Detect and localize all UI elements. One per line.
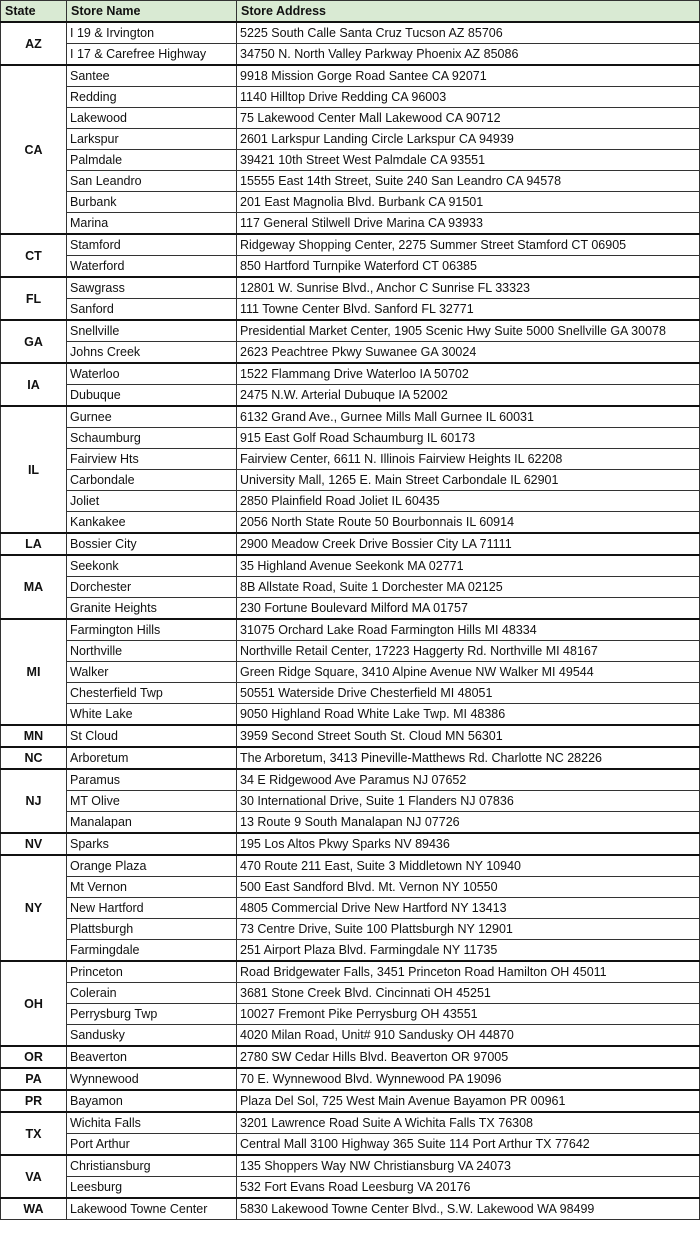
store-address-cell: 30 International Drive, Suite 1 Flanders NJ 07836	[237, 791, 700, 812]
store-name-cell: Gurnee	[67, 406, 237, 428]
store-name-cell: Kankakee	[67, 512, 237, 534]
table-row	[1, 1134, 700, 1156]
store-name-cell: Wichita Falls	[67, 1112, 237, 1134]
state-cell: WA	[1, 1198, 67, 1220]
store-name-cell: Manalapan	[67, 812, 237, 834]
state-column-header: State	[1, 1, 67, 23]
table-row	[1, 171, 700, 192]
store-address-cell: 4020 Milan Road, Unit# 910 Sandusky OH 44870	[237, 1025, 700, 1047]
state-cell: NY	[1, 855, 67, 961]
store-name-cell: Farmington Hills	[67, 619, 237, 641]
state-cell: TX	[1, 1112, 67, 1155]
table-row	[1, 747, 700, 769]
store-address-cell: Northville Retail Center, 17223 Haggerty Rd. Northville MI 48167	[237, 641, 700, 662]
table-row	[1, 791, 700, 812]
store-address-cell: 2475 N.W. Arterial Dubuque IA 52002	[237, 385, 700, 407]
table-row	[1, 213, 700, 235]
store-address-cell: 915 East Golf Road Schaumburg IL 60173	[237, 428, 700, 449]
store-address-cell: 3959 Second Street South St. Cloud MN 56301	[237, 725, 700, 747]
store-name-cell: Paramus	[67, 769, 237, 791]
table-row	[1, 108, 700, 129]
store-name-cell: Granite Heights	[67, 598, 237, 620]
table-row	[1, 44, 700, 66]
store-name-cell: Chesterfield Twp	[67, 683, 237, 704]
table-row	[1, 1177, 700, 1199]
store-address-cell: 2900 Meadow Creek Drive Bossier City LA 71111	[237, 533, 700, 555]
store-name-cell: Sparks	[67, 833, 237, 855]
table-row	[1, 855, 700, 877]
store-address-cell: 2623 Peachtree Pkwy Suwanee GA 30024	[237, 342, 700, 364]
store-address-cell: Central Mall 3100 Highway 365 Suite 114 Port Arthur TX 77642	[237, 1134, 700, 1156]
table-row	[1, 1090, 700, 1112]
store-address-cell: 5830 Lakewood Towne Center Blvd., S.W. Lakewood WA 98499	[237, 1198, 700, 1220]
store-address-cell: Fairview Center, 6611 N. Illinois Fairview Heights IL 62208	[237, 449, 700, 470]
store-address-cell: 35 Highland Avenue Seekonk MA 02771	[237, 555, 700, 577]
store-name-cell: Bayamon	[67, 1090, 237, 1112]
table-row	[1, 385, 700, 407]
table-row	[1, 406, 700, 428]
store-address-cell: 111 Towne Center Blvd. Sanford FL 32771	[237, 299, 700, 321]
store-name-cell: Santee	[67, 65, 237, 87]
state-cell: CA	[1, 65, 67, 234]
store-address-cell: 532 Fort Evans Road Leesburg VA 20176	[237, 1177, 700, 1199]
table-row	[1, 299, 700, 321]
store-address-cell: The Arboretum, 3413 Pineville-Matthews Rd. Charlotte NC 28226	[237, 747, 700, 769]
table-row	[1, 22, 700, 44]
store-name-cell: New Hartford	[67, 898, 237, 919]
table-row	[1, 1198, 700, 1220]
state-cell: MI	[1, 619, 67, 725]
table-row	[1, 1112, 700, 1134]
state-cell: VA	[1, 1155, 67, 1198]
table-row	[1, 1155, 700, 1177]
store-address-cell: 195 Los Altos Pkwy Sparks NV 89436	[237, 833, 700, 855]
store-address-cell: 230 Fortune Boulevard Milford MA 01757	[237, 598, 700, 620]
store-name-cell: Leesburg	[67, 1177, 237, 1199]
store-address-cell: 2780 SW Cedar Hills Blvd. Beaverton OR 97005	[237, 1046, 700, 1068]
table-row	[1, 983, 700, 1004]
store-address-cell: 470 Route 211 East, Suite 3 Middletown NY 10940	[237, 855, 700, 877]
store-name-cell: Sanford	[67, 299, 237, 321]
store-name-cell: Dorchester	[67, 577, 237, 598]
store-address-cell: 73 Centre Drive, Suite 100 Plattsburgh NY 12901	[237, 919, 700, 940]
table-row	[1, 877, 700, 898]
table-row	[1, 320, 700, 342]
store-name-cell: White Lake	[67, 704, 237, 726]
table-row	[1, 342, 700, 364]
store-address-cell: University Mall, 1265 E. Main Street Carbondale IL 62901	[237, 470, 700, 491]
store-name-cell: Seekonk	[67, 555, 237, 577]
store-name-cell: Wynnewood	[67, 1068, 237, 1090]
store-address-cell: 50551 Waterside Drive Chesterfield MI 48051	[237, 683, 700, 704]
state-cell: LA	[1, 533, 67, 555]
table-row	[1, 1068, 700, 1090]
store-name-cell: Waterford	[67, 256, 237, 278]
store-address-cell: 2601 Larkspur Landing Circle Larkspur CA 94939	[237, 129, 700, 150]
table-row	[1, 449, 700, 470]
store-address-cell: 10027 Fremont Pike Perrysburg OH 43551	[237, 1004, 700, 1025]
table-row	[1, 65, 700, 87]
store-name-cell: Larkspur	[67, 129, 237, 150]
table-row	[1, 619, 700, 641]
store-name-cell: Christiansburg	[67, 1155, 237, 1177]
state-cell: MN	[1, 725, 67, 747]
store-name-cell: Lakewood Towne Center	[67, 1198, 237, 1220]
store-address-cell: 117 General Stilwell Drive Marina CA 93933	[237, 213, 700, 235]
table-row	[1, 234, 700, 256]
store-address-cell: 8B Allstate Road, Suite 1 Dorchester MA 02125	[237, 577, 700, 598]
table-row	[1, 704, 700, 726]
table-header	[1, 1, 700, 23]
table-row	[1, 833, 700, 855]
store-name-cell: Arboretum	[67, 747, 237, 769]
store-name-cell: Schaumburg	[67, 428, 237, 449]
store-name-cell: Johns Creek	[67, 342, 237, 364]
table-row	[1, 769, 700, 791]
store-address-cell: Green Ridge Square, 3410 Alpine Avenue NW Walker MI 49544	[237, 662, 700, 683]
table-body	[1, 22, 700, 1220]
state-cell: IL	[1, 406, 67, 533]
table-row	[1, 1046, 700, 1068]
store-name-cell: Palmdale	[67, 150, 237, 171]
table-row	[1, 1004, 700, 1025]
table-row	[1, 940, 700, 962]
store-name-cell: Dubuque	[67, 385, 237, 407]
store-name-cell: Northville	[67, 641, 237, 662]
store-address-cell: 201 East Magnolia Blvd. Burbank CA 91501	[237, 192, 700, 213]
store-name-cell: Bossier City	[67, 533, 237, 555]
table-row	[1, 961, 700, 983]
store-address-cell: 15555 East 14th Street, Suite 240 San Leandro CA 94578	[237, 171, 700, 192]
state-cell: PR	[1, 1090, 67, 1112]
store-name-cell: Redding	[67, 87, 237, 108]
store-name-cell: Perrysburg Twp	[67, 1004, 237, 1025]
table-row	[1, 277, 700, 299]
store-address-cell: 1522 Flammang Drive Waterloo IA 50702	[237, 363, 700, 385]
state-cell: NC	[1, 747, 67, 769]
table-row	[1, 641, 700, 662]
table-row	[1, 87, 700, 108]
table-row	[1, 491, 700, 512]
table-row	[1, 555, 700, 577]
table-row	[1, 919, 700, 940]
store-name-cell: Snellville	[67, 320, 237, 342]
store-name-cell: Plattsburgh	[67, 919, 237, 940]
store-address-cell: 34750 N. North Valley Parkway Phoenix AZ 85086	[237, 44, 700, 66]
store-name-cell: I 17 & Carefree Highway	[67, 44, 237, 66]
store-name-cell: Colerain	[67, 983, 237, 1004]
table-row	[1, 577, 700, 598]
store-address-cell: 1140 Hilltop Drive Redding CA 96003	[237, 87, 700, 108]
store-address-cell: Presidential Market Center, 1905 Scenic Hwy Suite 5000 Snellville GA 30078	[237, 320, 700, 342]
store-name-cell: St Cloud	[67, 725, 237, 747]
state-cell: IA	[1, 363, 67, 406]
table-row	[1, 662, 700, 683]
store-name-cell: Marina	[67, 213, 237, 235]
state-cell: OH	[1, 961, 67, 1046]
store-address-cell: 850 Hartford Turnpike Waterford CT 06385	[237, 256, 700, 278]
store-address-cell: 4805 Commercial Drive New Hartford NY 13413	[237, 898, 700, 919]
store-address-cell: 500 East Sandford Blvd. Mt. Vernon NY 10550	[237, 877, 700, 898]
store-name-cell: Carbondale	[67, 470, 237, 491]
store-name-cell: San Leandro	[67, 171, 237, 192]
header-row	[1, 1, 700, 23]
state-cell: FL	[1, 277, 67, 320]
store-name-cell: MT Olive	[67, 791, 237, 812]
state-cell: AZ	[1, 22, 67, 65]
table-row	[1, 812, 700, 834]
table-row	[1, 129, 700, 150]
store-address-cell: 34 E Ridgewood Ave Paramus NJ 07652	[237, 769, 700, 791]
table-row	[1, 533, 700, 555]
store-name-cell: Mt Vernon	[67, 877, 237, 898]
store-name-cell: I 19 & Irvington	[67, 22, 237, 44]
store-address-cell: 6132 Grand Ave., Gurnee Mills Mall Gurnee IL 60031	[237, 406, 700, 428]
store-name-cell: Beaverton	[67, 1046, 237, 1068]
store-name-cell: Orange Plaza	[67, 855, 237, 877]
table-row	[1, 428, 700, 449]
store-name-cell: Burbank	[67, 192, 237, 213]
store-name-cell: Walker	[67, 662, 237, 683]
store-address-cell: 70 E. Wynnewood Blvd. Wynnewood PA 19096	[237, 1068, 700, 1090]
store-address-cell: Road Bridgewater Falls, 3451 Princeton Road Hamilton OH 45011	[237, 961, 700, 983]
store-address-cell: 5225 South Calle Santa Cruz Tucson AZ 85706	[237, 22, 700, 44]
store-name-cell: Farmingdale	[67, 940, 237, 962]
state-cell: MA	[1, 555, 67, 619]
store-name-cell: Stamford	[67, 234, 237, 256]
table-row	[1, 725, 700, 747]
table-row	[1, 150, 700, 171]
table-row	[1, 683, 700, 704]
table-row	[1, 898, 700, 919]
store-address-column-header: Store Address	[237, 1, 700, 23]
state-cell: NJ	[1, 769, 67, 833]
state-cell: GA	[1, 320, 67, 363]
store-address-cell: 12801 W. Sunrise Blvd., Anchor C Sunrise FL 33323	[237, 277, 700, 299]
state-cell: OR	[1, 1046, 67, 1068]
store-name-cell: Waterloo	[67, 363, 237, 385]
store-name-cell: Sandusky	[67, 1025, 237, 1047]
store-name-cell: Princeton	[67, 961, 237, 983]
store-name-cell: Joliet	[67, 491, 237, 512]
store-address-cell: 3681 Stone Creek Blvd. Cincinnati OH 45251	[237, 983, 700, 1004]
store-name-cell: Lakewood	[67, 108, 237, 129]
store-address-cell: 2056 North State Route 50 Bourbonnais IL 60914	[237, 512, 700, 534]
store-address-cell: 3201 Lawrence Road Suite A Wichita Falls TX 76308	[237, 1112, 700, 1134]
store-address-cell: Ridgeway Shopping Center, 2275 Summer Street Stamford CT 06905	[237, 234, 700, 256]
store-address-cell: 251 Airport Plaza Blvd. Farmingdale NY 11735	[237, 940, 700, 962]
table-row	[1, 192, 700, 213]
store-address-cell: 13 Route 9 South Manalapan NJ 07726	[237, 812, 700, 834]
store-name-column-header: Store Name	[67, 1, 237, 23]
store-name-cell: Port Arthur	[67, 1134, 237, 1156]
state-cell: PA	[1, 1068, 67, 1090]
store-address-cell: 135 Shoppers Way NW Christiansburg VA 24073	[237, 1155, 700, 1177]
table-row	[1, 363, 700, 385]
store-name-cell: Fairview Hts	[67, 449, 237, 470]
table-row	[1, 598, 700, 620]
table-row	[1, 512, 700, 534]
store-name-cell: Sawgrass	[67, 277, 237, 299]
table-row	[1, 256, 700, 278]
store-address-cell: 2850 Plainfield Road Joliet IL 60435	[237, 491, 700, 512]
table-row	[1, 1025, 700, 1047]
store-address-cell: 9918 Mission Gorge Road Santee CA 92071	[237, 65, 700, 87]
store-address-cell: Plaza Del Sol, 725 West Main Avenue Bayamon PR 00961	[237, 1090, 700, 1112]
store-address-cell: 9050 Highland Road White Lake Twp. MI 48386	[237, 704, 700, 726]
store-address-cell: 39421 10th Street West Palmdale CA 93551	[237, 150, 700, 171]
state-cell: CT	[1, 234, 67, 277]
store-address-cell: 31075 Orchard Lake Road Farmington Hills MI 48334	[237, 619, 700, 641]
state-cell: NV	[1, 833, 67, 855]
store-address-cell: 75 Lakewood Center Mall Lakewood CA 90712	[237, 108, 700, 129]
table-row	[1, 470, 700, 491]
